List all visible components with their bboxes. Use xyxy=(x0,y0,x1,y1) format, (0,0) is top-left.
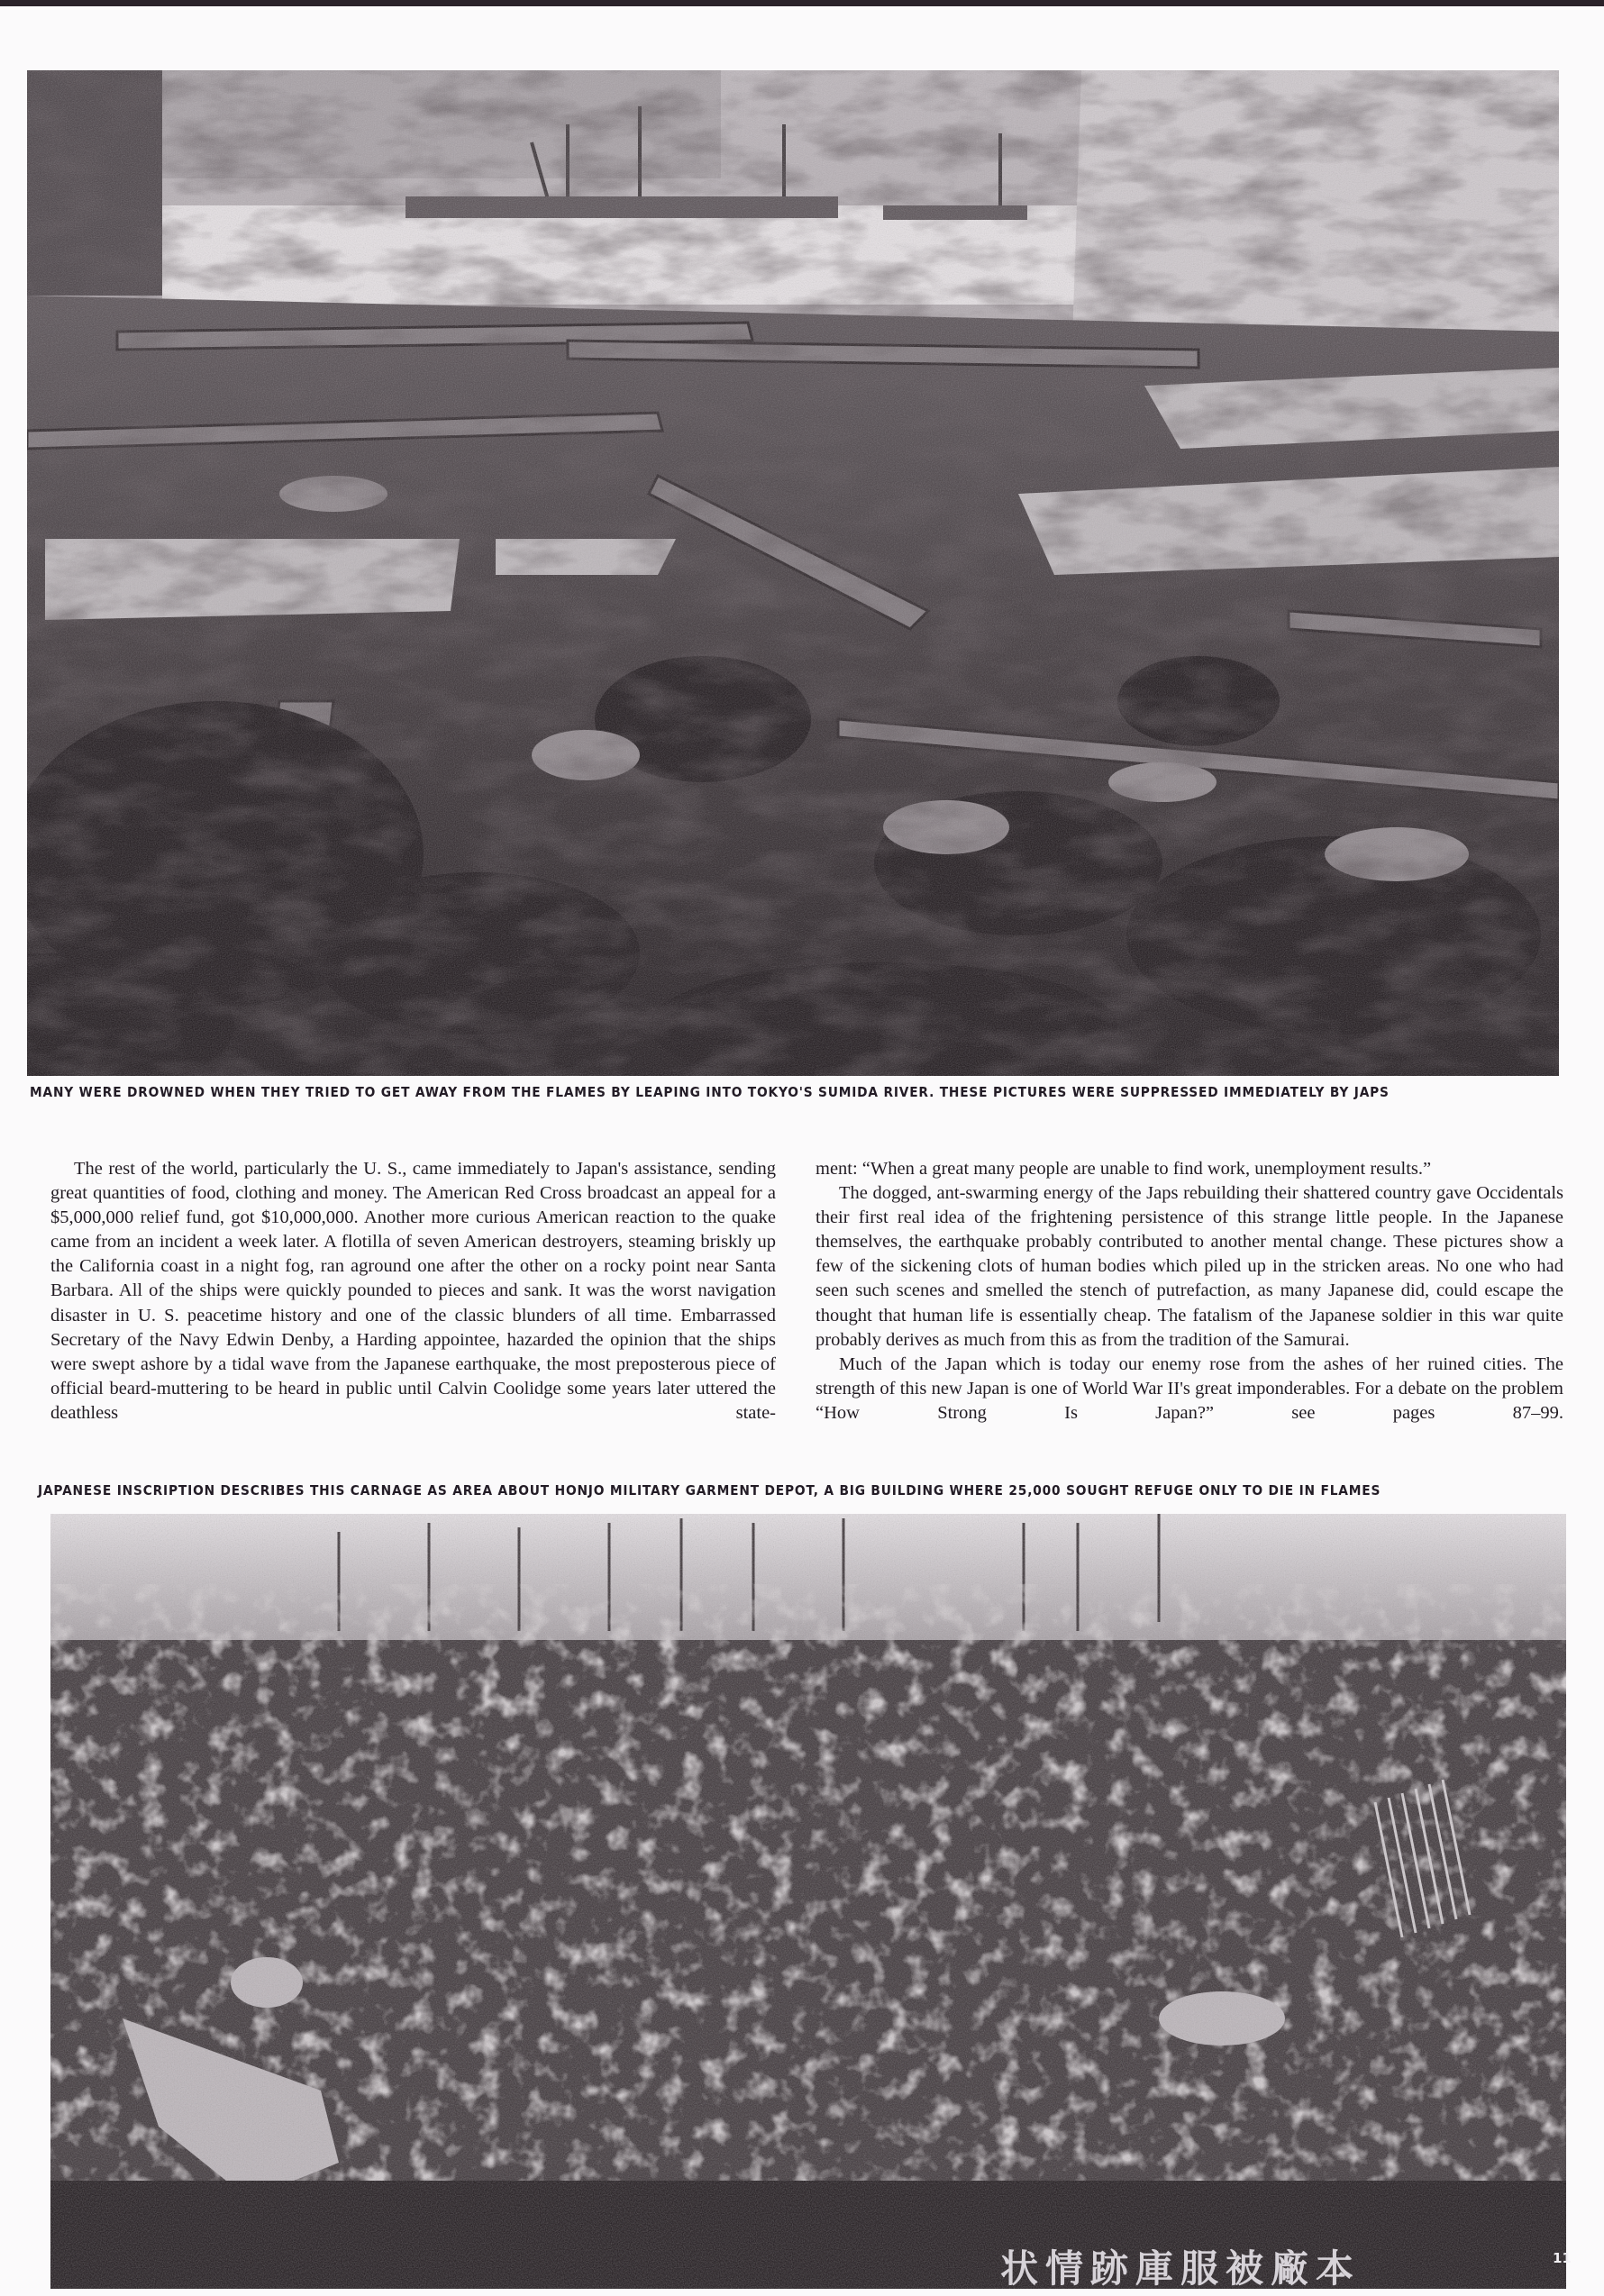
sumida-river-photo-image xyxy=(27,70,1559,1076)
honjo-depot-photo xyxy=(50,1514,1566,2289)
sumida-river-photo xyxy=(27,70,1559,1076)
article-paragraph: ment: “When a great many people are unable to find work, unemployment results.” xyxy=(816,1159,1432,1179)
article-paragraph: Much of the Japan which is today our enemy rose from the ashes of her ruined cities. The strength of this new Japan is one of World War II's great imponderables. For a debate on the problem “How Strong Is Japan?” see pages 87–99. xyxy=(816,1353,1563,1423)
article-column-right xyxy=(816,1157,1563,1426)
photo-inscription: 状情跡庫服被廠本 xyxy=(1000,2246,1362,2291)
article-paragraph: The dogged, ant-swarming energy of the Japs rebuilding their shattered country gave Occidentals their first real idea of the frightening persistence of this strange little people. In the Japanese themselves, the earthquake probably contributed to another mental change. These pictures show a few of the sickening clots of human bodies which piled up in the stricken areas. No one who had seen such scenes and smelled the stench of putrefaction, as many Japanese did, could escape the thought that human life is essentially cheap. The fatalism of the Japanese soldier in this war quite probably derives as much from this as from the tradition of the Samurai. xyxy=(816,1183,1563,1350)
article-column-left xyxy=(50,1157,776,1426)
bottom-photo-caption: JAPANESE INSCRIPTION DESCRIBES THIS CARNAGE AS AREA ABOUT HONJO MILITARY GARMENT DEPOT, A BIG BUILDING WHERE 25,000 SOUGHT REFUGE ONLY TO DIE IN FLAMES xyxy=(38,1482,1381,1499)
top-photo-caption: MANY WERE DROWNED WHEN THEY TRIED TO GET AWAY FROM THE FLAMES BY LEAPING INTO TOKYO'S SUMIDA RIVER. THESE PICTURES WERE SUPPRESSED IMMEDIATELY BY JAPS xyxy=(30,1084,1390,1100)
page-top-edge xyxy=(0,0,1604,6)
article-paragraph: The rest of the world, particularly the U. S., came immediately to Japan's assistance, sending great quantities of food, clothing and money. The American Red Cross broadcast an appeal for a $5,000,000 relief fund, got $10,000,000. Another more curious American reaction to the quake came from an incident a week later. A flotilla of seven American destroyers, steaming briskly up the California coast in a night fog, ran aground one after the other on a rocky point near Santa Barbara. All of the ships were quickly pounded to pieces and sank. It was the worst navigation disaster in U. S. peacetime history and one of the classic blunders of all time. Embarrassed Secretary of the Navy Edwin Denby, a Harding appointee, hazarded the opinion that the ships were swept ashore by a tidal wave from the Japanese earthquake, the most preposterous piece of official beard-muttering to be heard in public until Calvin Coolidge some years later uttered the deathless state- xyxy=(50,1159,776,1423)
honjo-depot-photo-image xyxy=(50,1514,1566,2289)
page-number: 11 xyxy=(1553,2250,1572,2266)
